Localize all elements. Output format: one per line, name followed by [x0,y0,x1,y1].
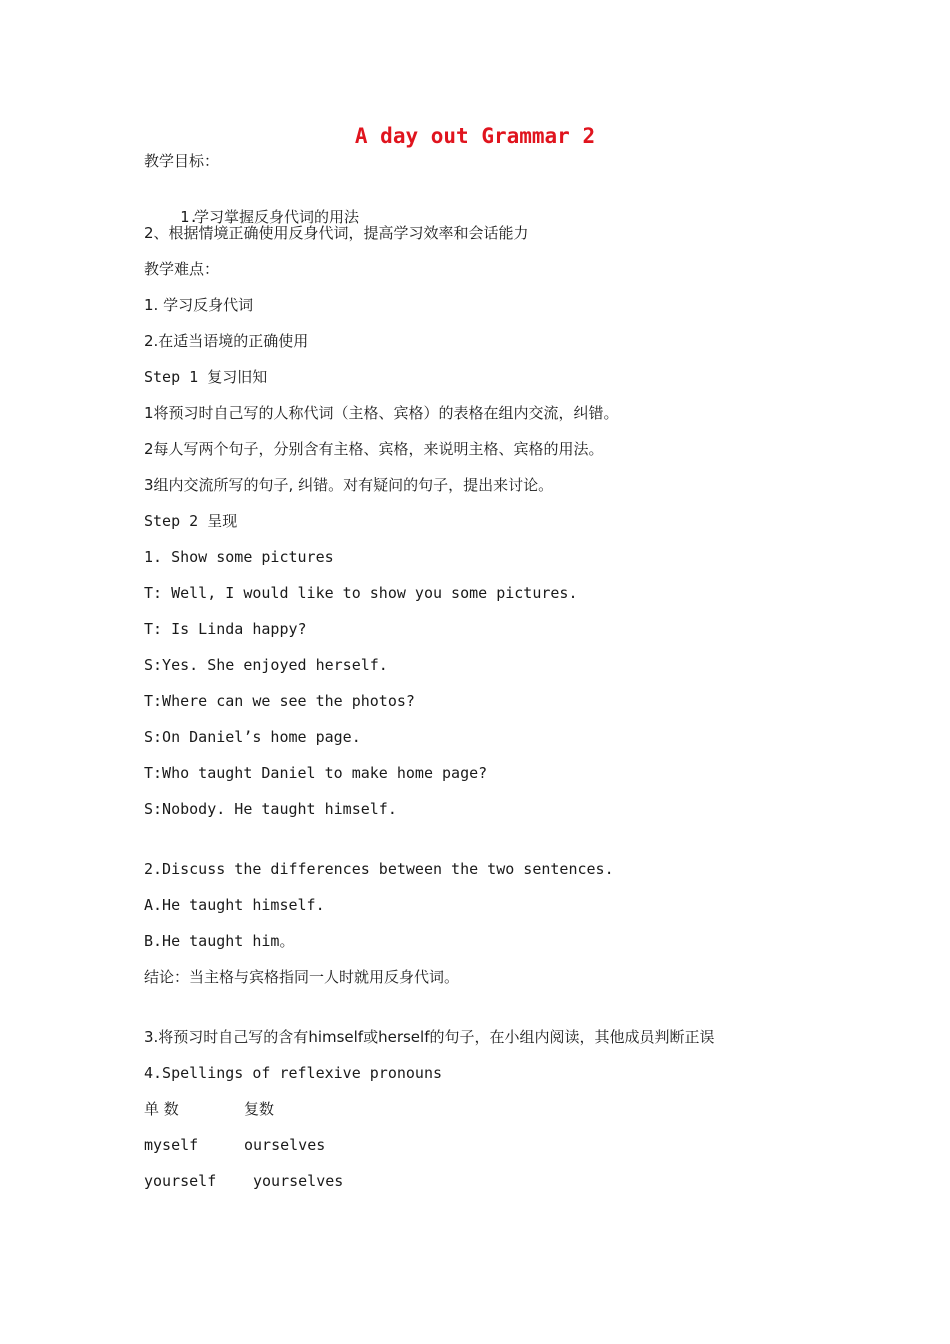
table-cell-singular: myself [144,1136,199,1154]
dialogue-line: T:Who taught Daniel to make home page? [144,764,488,782]
step2-item-2: 2.Discuss the differences between the two sentences. [144,860,614,878]
document-title: A day out Grammar 2 [354,124,596,148]
dialogue-line: T: Is Linda happy? [144,620,307,638]
step1-item-2: 2每人写两个句子，分别含有主格、宾格，来说明主格、宾格的用法。 [144,440,604,458]
step2-item-1: 1. Show some pictures [144,548,334,566]
dialogue-line: T: Well, I would like to show you some pictures. [144,584,578,602]
difficulty-2: 2.在适当语境的正确使用 [144,332,309,350]
difficulty-heading: 教学难点： [144,260,220,278]
goal-1-number: 1. [180,208,199,226]
step1-item-1: 1将预习时自己写的人称代词（主格、宾格）的表格在组内交流，纠错。 [144,404,619,422]
table-header-singular: 单 数 [144,1100,179,1118]
table-cell-plural: yourselves [253,1172,344,1190]
dialogue-line: S:Nobody. He taught himself. [144,800,397,818]
sentence-a: A.He taught himself. [144,896,325,914]
goal-1-text: 学习掌握反身代词的用法 [194,208,360,226]
table-cell-plural: ourselves [244,1136,326,1154]
dialogue-line: S:On Daniel’s home page. [144,728,361,746]
difficulty-1: 1. 学习反身代词 [144,296,254,314]
table-header-plural: 复数 [244,1100,275,1118]
conclusion: 结论：当主格与宾格指同一人时就用反身代词。 [144,968,460,986]
step2-item-4: 4.Spellings of reflexive pronouns [144,1064,443,1082]
goal-2: 2、根据情境正确使用反身代词，提高学习效率和会话能力 [144,224,529,242]
dialogue-line: S:Yes. She enjoyed herself. [144,656,388,674]
sentence-b: B.He taught him。 [144,932,295,950]
goals-heading: 教学目标： [144,152,220,170]
step1-item-3: 3组内交流所写的句子, 纠错。对有疑问的句子，提出来讨论。 [144,476,554,494]
step2-heading: Step 2 呈现 [144,512,238,530]
step1-heading: Step 1 复习旧知 [144,368,268,386]
step2-item-3: 3.将预习时自己写的含有himself或herself的句子，在小组内阅读，其他成员判断正误 [144,1028,715,1046]
table-cell-singular: yourself [144,1172,217,1190]
dialogue-line: T:Where can we see the photos? [144,692,415,710]
